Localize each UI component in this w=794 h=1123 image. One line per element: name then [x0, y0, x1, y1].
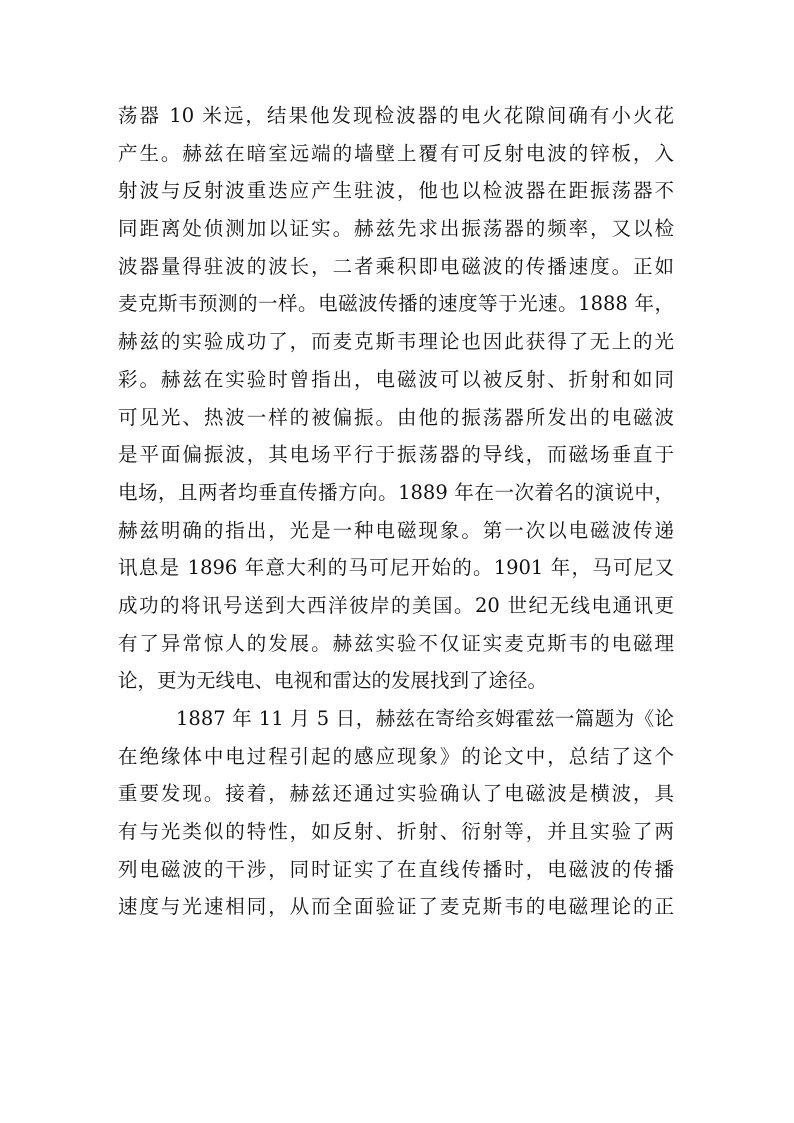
text-line: 1887 年 11 月 5 日，赫兹在寄给亥姆霍兹一篇题为《论	[176, 707, 674, 730]
text-line: 速度与光速相同，从而全面验证了麦克斯韦的电磁理论的正	[118, 895, 674, 919]
text-line: 成功的将讯号送到大西洋彼岸的美国。20 世纪无线电通讯更	[118, 593, 674, 617]
paragraph-2	[118, 700, 674, 926]
text-line: 可见光、热波一样的被偏振。由他的振荡器所发出的电磁波	[118, 405, 674, 429]
text-line: 荡器 10 米远，结果他发现检波器的电火花隙间确有小火花	[118, 104, 674, 127]
text-line: 赫兹明确的指出，光是一种电磁现象。第一次以电磁波传递	[118, 518, 674, 542]
text-line: 列电磁波的干涉，同时证实了在直线传播时，电磁波的传播	[118, 857, 674, 881]
text-line: 射波与反射波重迭应产生驻波，他也以检波器在距振荡器不	[118, 179, 674, 203]
text-line: 产生。赫兹在暗室远端的墙壁上覆有可反射电波的锌板，入	[118, 141, 674, 165]
text-line: 彩。赫兹在实验时曾指出，电磁波可以被反射、折射和如同	[118, 367, 674, 391]
text-line: 麦克斯韦预测的一样。电磁波传播的速度等于光速。1888 年，	[118, 292, 674, 316]
text-line: 同距离处侦测加以证实。赫兹先求出振荡器的频率，又以检	[118, 217, 674, 241]
text-line: 波器量得驻波的波长，二者乘积即电磁波的传播速度。正如	[118, 254, 674, 278]
paragraph-1	[118, 97, 674, 700]
text-line: 重要发现。接着，赫兹还通过实验确认了电磁波是横波，具	[118, 782, 674, 806]
text-line: 讯息是 1896 年意大利的马可尼开始的。1901 年，马可尼又	[118, 556, 674, 580]
text-line: 有了异常惊人的发展。赫兹实验不仅证实麦克斯韦的电磁理	[118, 631, 674, 655]
text-line: 赫兹的实验成功了，而麦克斯韦理论也因此获得了无上的光	[118, 330, 674, 354]
text-line: 有与光类似的特性，如反射、折射、衍射等，并且实验了两	[118, 820, 674, 844]
text-line: 电场，且两者均垂直传播方向。1889 年在一次着名的演说中，	[118, 480, 674, 504]
text-line: 在绝缘体中电过程引起的感应现象》的论文中，总结了这个	[118, 744, 674, 768]
text-line: 论，更为无线电、电视和雷达的发展找到了途径。	[118, 669, 548, 693]
text-line: 是平面偏振波，其电场平行于振荡器的导线，而磁场垂直于	[118, 443, 674, 467]
body-text	[118, 97, 674, 926]
